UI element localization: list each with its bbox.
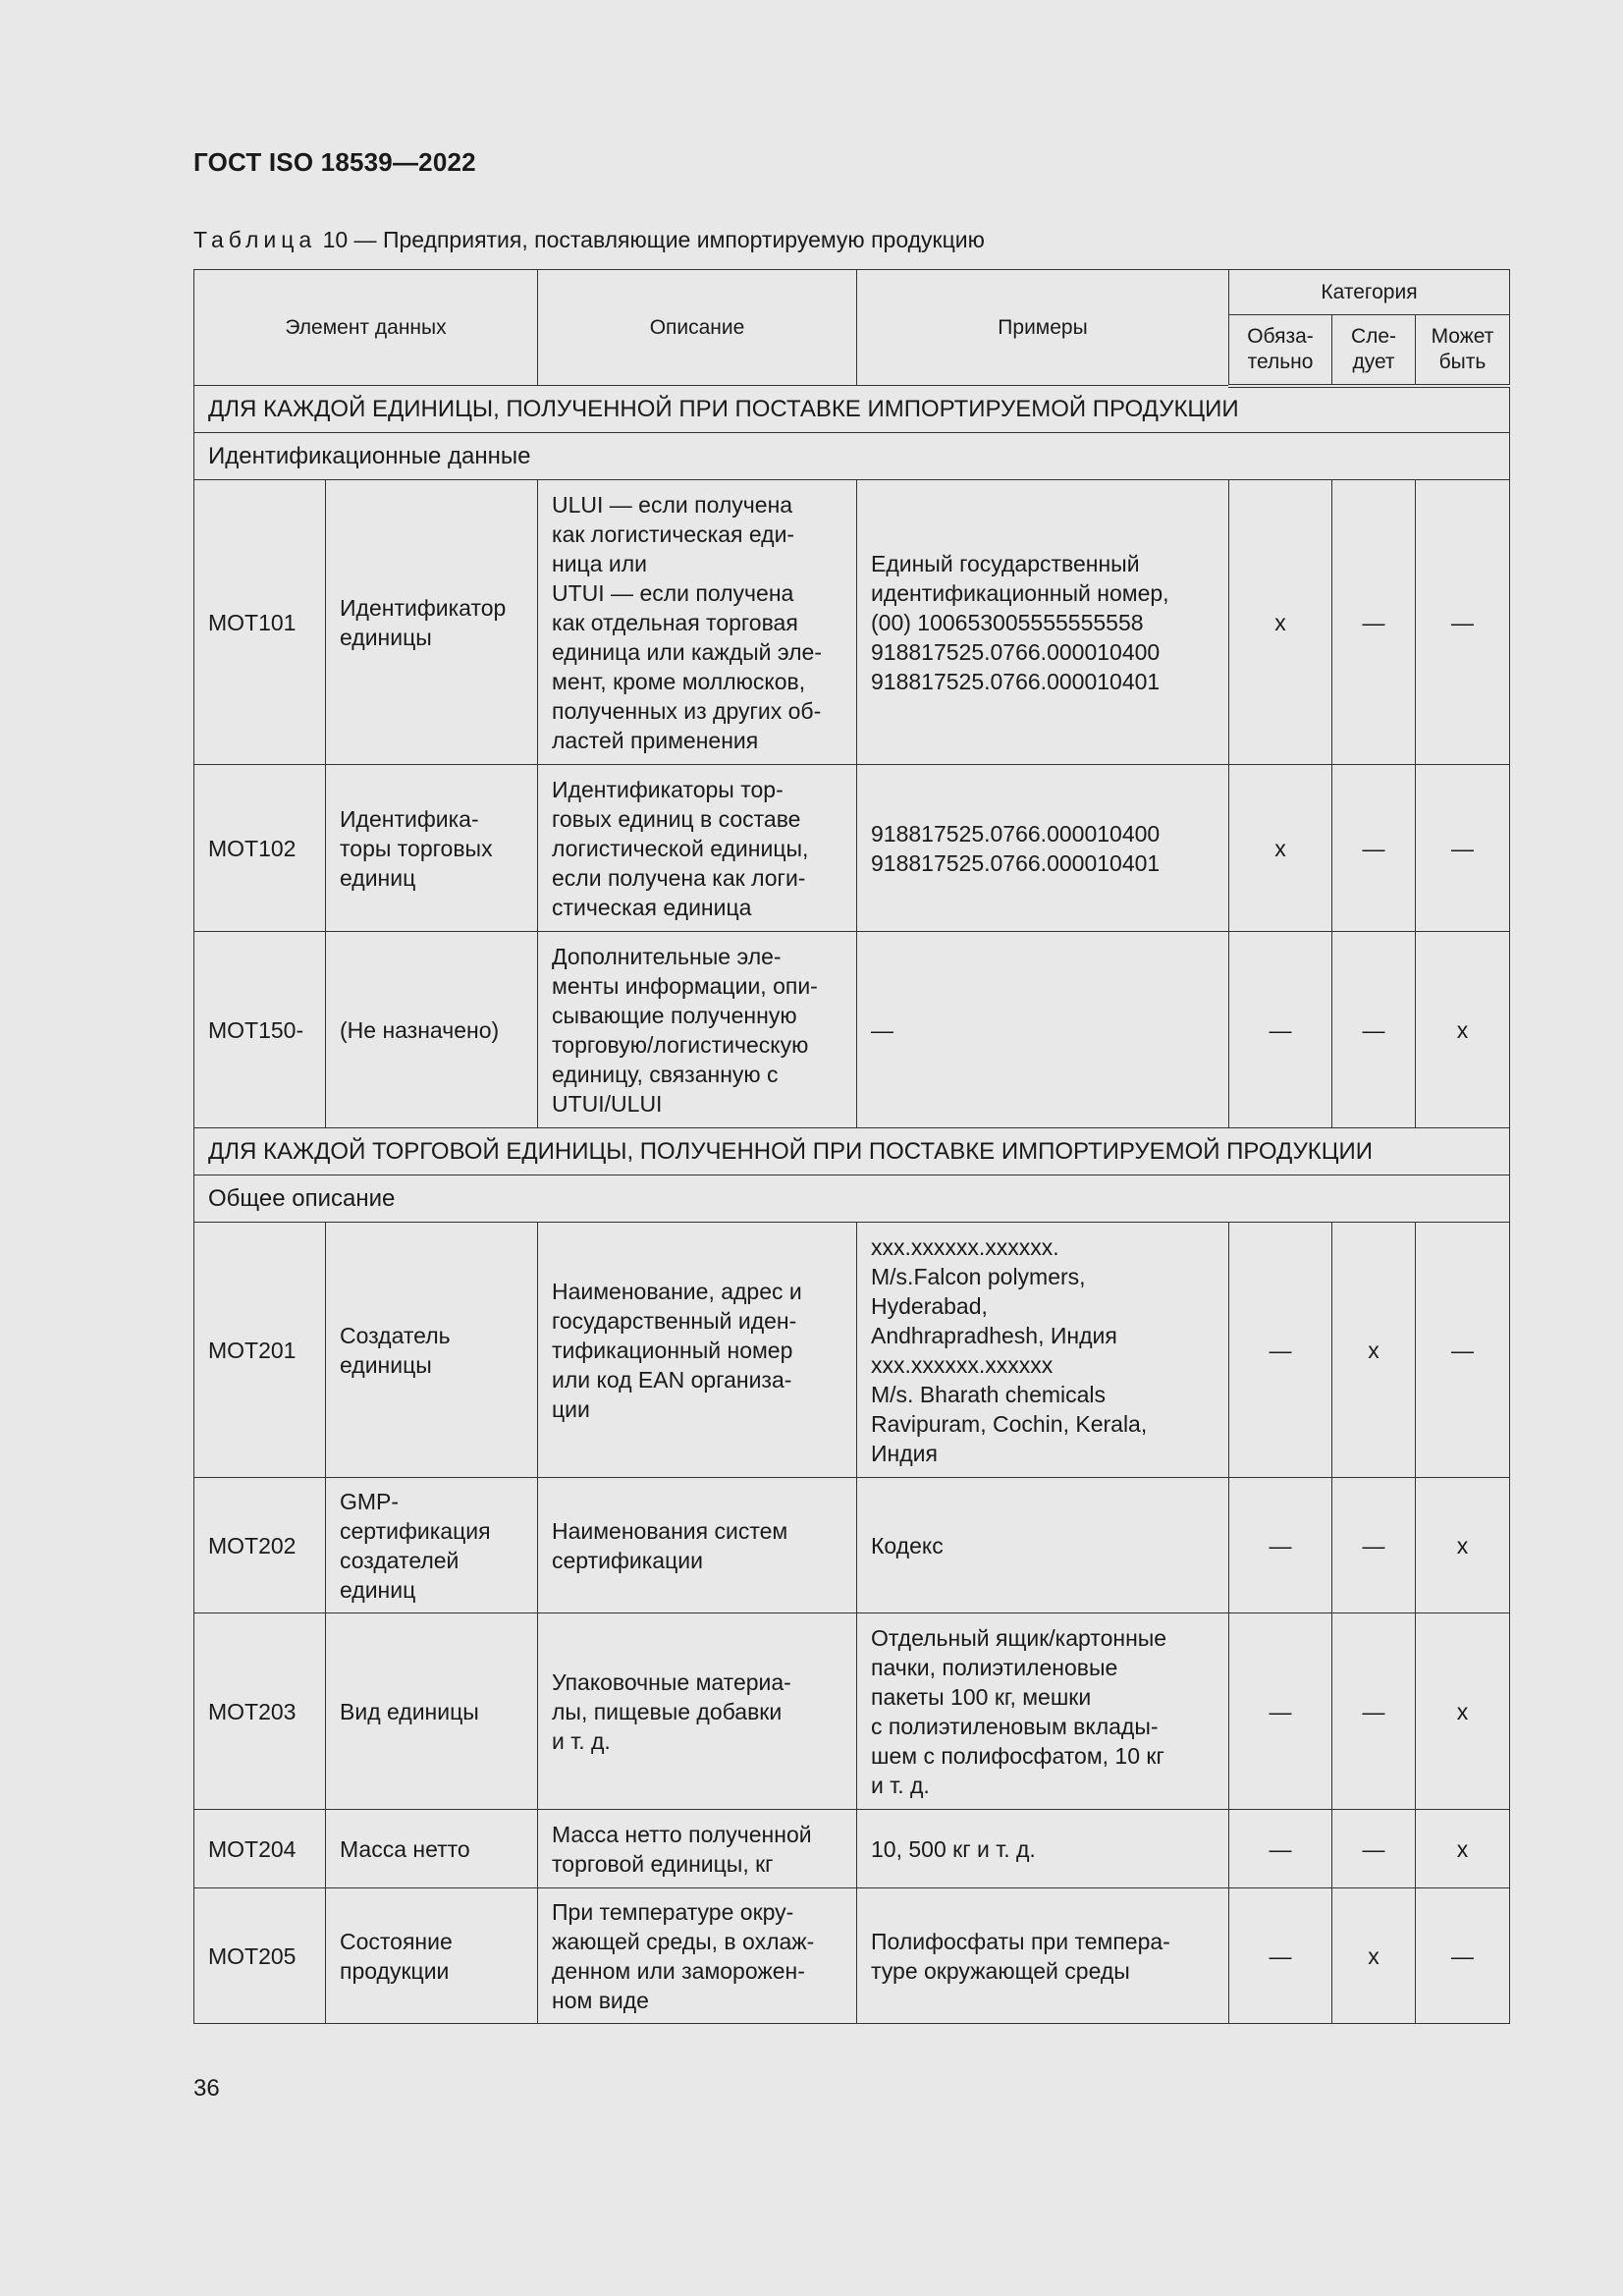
table-body	[194, 386, 1510, 2024]
category-mandatory: —	[1229, 1810, 1332, 1888]
category-should: —	[1332, 1478, 1416, 1613]
element-code: MOT204	[194, 1810, 326, 1888]
element-name: Состояние продукции	[326, 1888, 538, 2024]
category-may: x	[1416, 1613, 1510, 1810]
element-description: Идентификаторы тор- говых единиц в составе логистической единицы, если получена как логи- стическая единица	[538, 765, 857, 932]
category-mandatory: x	[1229, 765, 1332, 932]
element-examples: 10, 500 кг и т. д.	[857, 1810, 1229, 1888]
element-code: MOT202	[194, 1478, 326, 1613]
data-elements-table	[193, 269, 1510, 2024]
element-name: Масса нетто	[326, 1810, 538, 1888]
table-caption	[193, 227, 985, 253]
table-row	[194, 1478, 1510, 1613]
category-may: —	[1416, 480, 1510, 765]
category-mandatory: x	[1229, 480, 1332, 765]
table-row	[194, 1810, 1510, 1888]
element-name: GMP- сертификация создателей единиц	[326, 1478, 538, 1613]
category-should: —	[1332, 765, 1416, 932]
document-header: ГОСТ ISO 18539—2022	[193, 147, 476, 177]
section-title: ДЛЯ КАЖДОЙ ЕДИНИЦЫ, ПОЛУЧЕННОЙ ПРИ ПОСТАВКЕ ИМПОРТИРУЕМОЙ ПРОДУКЦИИ	[194, 386, 1510, 433]
section-subtitle: Общее описание	[194, 1175, 1510, 1223]
element-name: (Не назначено)	[326, 932, 538, 1128]
col-header-may: Может быть	[1416, 315, 1510, 386]
element-examples: Полифосфаты при темпера- туре окружающей среды	[857, 1888, 1229, 2024]
section-title: ДЛЯ КАЖДОЙ ТОРГОВОЙ ЕДИНИЦЫ, ПОЛУЧЕННОЙ ПРИ ПОСТАВКЕ ИМПОРТИРУЕМОЙ ПРОДУКЦИИ	[194, 1128, 1510, 1175]
element-code: MOT150-	[194, 932, 326, 1128]
element-code: MOT101	[194, 480, 326, 765]
table-row	[194, 1223, 1510, 1478]
element-name: Создатель единицы	[326, 1223, 538, 1478]
category-mandatory: —	[1229, 1223, 1332, 1478]
category-should: —	[1332, 1613, 1416, 1810]
element-description: ULUI — если получена как логистическая еди- ница или UTUI — если получена как отдельная торговая единица или каждый эле- мент, кроме моллюсков, полученных из других об- ластей применения	[538, 480, 857, 765]
element-code: MOT102	[194, 765, 326, 932]
category-mandatory: —	[1229, 1888, 1332, 2024]
category-may: x	[1416, 932, 1510, 1128]
category-may: —	[1416, 765, 1510, 932]
element-code: MOT203	[194, 1613, 326, 1810]
element-description: Наименование, адрес и государственный иден- тификационный номер или код EAN организа- ции	[538, 1223, 857, 1478]
category-mandatory: —	[1229, 932, 1332, 1128]
category-should: —	[1332, 932, 1416, 1128]
table-row	[194, 765, 1510, 932]
element-name: Идентифика- торы торговых единиц	[326, 765, 538, 932]
table-caption-prefix: Таблица	[193, 227, 317, 252]
category-may: x	[1416, 1478, 1510, 1613]
table-caption-text: 10 — Предприятия, поставляющие импортируемую продукцию	[316, 227, 985, 252]
section-subtitle: Идентификационные данные	[194, 433, 1510, 480]
table-row	[194, 932, 1510, 1128]
col-header-should: Сле- дует	[1332, 315, 1416, 386]
category-should: —	[1332, 480, 1416, 765]
element-examples: xxx.xxxxxx.xxxxxx. M/s.Falcon polymers, Hyderabad, Andhrapradhesh, Индия xxx.xxxxxx.xxxxxx M/s. Bharath chemicals Ravipuram, Cochin, Kerala, Индия	[857, 1223, 1229, 1478]
element-description: Масса нетто полученной торговой единицы, кг	[538, 1810, 857, 1888]
category-mandatory: —	[1229, 1478, 1332, 1613]
element-name: Идентификатор единицы	[326, 480, 538, 765]
category-should: x	[1332, 1223, 1416, 1478]
element-description: Упаковочные материа- лы, пищевые добавки и т. д.	[538, 1613, 857, 1810]
table-row	[194, 1888, 1510, 2024]
category-may: x	[1416, 1810, 1510, 1888]
element-description: Наименования систем сертификации	[538, 1478, 857, 1613]
element-description: Дополнительные эле- менты информации, опи- сывающие полученную торговую/логистическую единицу, связанную с UTUI/ULUI	[538, 932, 857, 1128]
element-examples: Единый государственный идентификационный номер, (00) 100653005555555558 918817525.0766.000010400 918817525.0766.000010401	[857, 480, 1229, 765]
col-header-element: Элемент данных	[194, 270, 538, 386]
element-description: При температуре окру- жающей среды, в охлаж- денном или заморожен- ном виде	[538, 1888, 857, 2024]
element-code: MOT205	[194, 1888, 326, 2024]
element-examples: —	[857, 932, 1229, 1128]
element-examples: Отдельный ящик/картонные пачки, полиэтиленовые пакеты 100 кг, мешки с полиэтиленовым вклады- шем с полифосфатом, 10 кг и т. д.	[857, 1613, 1229, 1810]
category-should: x	[1332, 1888, 1416, 2024]
element-examples: 918817525.0766.000010400 918817525.0766.000010401	[857, 765, 1229, 932]
col-header-examples: Примеры	[857, 270, 1229, 386]
element-examples: Кодекс	[857, 1478, 1229, 1613]
table-row	[194, 1613, 1510, 1810]
page-number: 36	[193, 2075, 220, 2102]
category-may: —	[1416, 1888, 1510, 2024]
col-header-description: Описание	[538, 270, 857, 386]
col-header-category: Категория	[1229, 270, 1510, 315]
col-header-mandatory: Обяза- тельно	[1229, 315, 1332, 386]
table-row	[194, 480, 1510, 765]
category-may: —	[1416, 1223, 1510, 1478]
element-name: Вид единицы	[326, 1613, 538, 1810]
category-should: —	[1332, 1810, 1416, 1888]
element-code: MOT201	[194, 1223, 326, 1478]
category-mandatory: —	[1229, 1613, 1332, 1810]
